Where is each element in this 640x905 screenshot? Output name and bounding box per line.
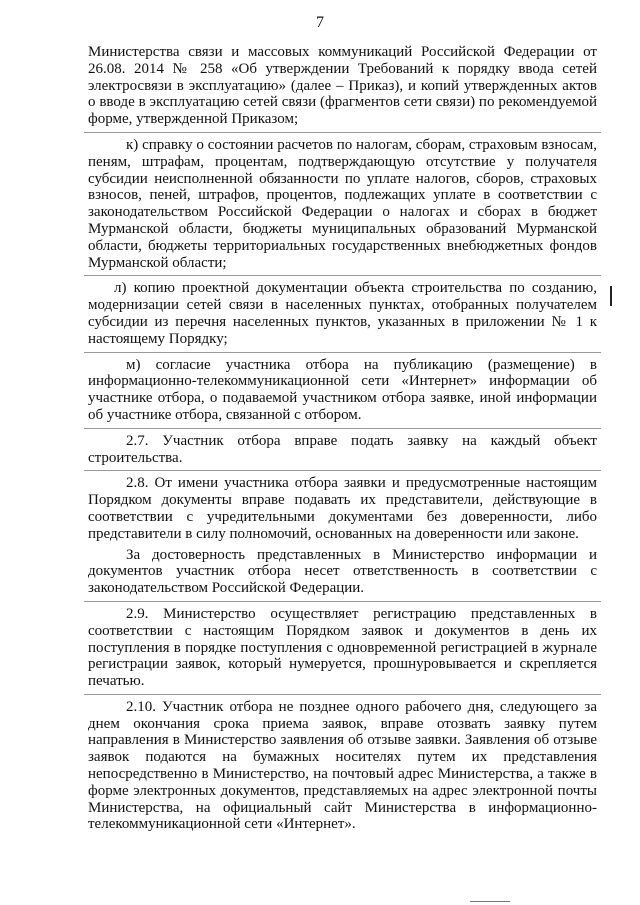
paragraph-item-m: м) согласие участника отбора на публикацию (размещение) в информационно-телекоммуникационной сети «Интернет» информации об участнике отбора, о подаваемой участником отбора заявке, иной информации об участнике отбора, связанной с отбором. — [88, 356, 597, 423]
paragraph-reliability: За достоверность представленных в Министерство информации и документов участник отбора несет ответственность в соответствии с законодательством Российской Федерации. — [88, 546, 597, 597]
paragraph-continuation: Министерства связи и массовых коммуникаций Российской Федерации от 26.08. 2014 № 258 «Об утверждении Требований к порядку ввода сетей электросвязи в эксплуатацию» (далее – Приказ), и копий утвержденных актов о вводе в эксплуатацию сетей связи (фрагментов сети связи) по рекомендуемой форме, утвержденной Приказом; — [88, 44, 597, 128]
separator-line — [84, 694, 601, 695]
document-body — [88, 44, 597, 837]
page-number: 7 — [316, 14, 324, 31]
paragraph-item-l: л) копию проектной документации объекта строительства по созданию, модернизации сетей связи в населенных пунктах, отобранных получателем субсидии из перечня населенных пунктов, указанных в приложении № 1 к настоящему Порядку; — [88, 280, 597, 347]
paragraph-2-10: 2.10. Участник отбора не позднее одного рабочего дня, следующего за днем окончания срока приема заявок, вправе отозвать заявку путем направления в Министерство заявления об отзыве заявки. Заявления об отзыве заявок подаются на бумажных носителях путем их представления непосредственно в Министерство, на почтовый адрес Министерства, а также в форме электронных документов, представляемых на адрес электронной почты Министерства, на официальный сайт Министерства в информационно-телекоммуникационной сети «Интернет». — [88, 698, 597, 833]
separator-line — [84, 601, 601, 602]
separator-line — [84, 352, 601, 353]
bottom-line — [470, 901, 510, 902]
paragraph-item-k: к) справку о состоянии расчетов по налогам, сборам, страховым взносам, пеням, штрафам, процентам, подтверждающую отсутствие у получателя субсидии неисполненной обязанности по уплате налогов, сборов, страховых взносов, пеней, штрафов, процентов, подлежащих уплате в соответствии с законодательством Российской Федерации о налогах и сборах в бюджет Мурманской области, бюджеты муниципальных образований Мурманской области, бюджеты территориальных государственных внебюджетных фондов Мурманской области; — [88, 136, 597, 271]
margin-mark — [610, 286, 612, 306]
paragraph-2-9: 2.9. Министерство осуществляет регистрацию представленных в соответствии с настоящим Порядком заявок и документов в день их поступления в порядке поступления с одновременной регистрацией в журнале регистрации заявок, который нумеруется, прошнуровывается и скрепляется печатью. — [88, 605, 597, 690]
paragraph-2-8: 2.8. От имени участника отбора заявки и предусмотренные настоящим Порядком документы вправе подавать их представители, действующие в соответствии с учредительными документами без доверенности, либо представители в силу полномочий, основанных на доверенности или законе. — [88, 475, 597, 542]
separator-line — [84, 275, 601, 276]
separator-line — [84, 428, 601, 429]
separator-line — [84, 470, 601, 471]
paragraph-2-7: 2.7. Участник отбора вправе подать заявку на каждый объект строительства. — [88, 432, 597, 466]
separator-line — [84, 132, 601, 133]
